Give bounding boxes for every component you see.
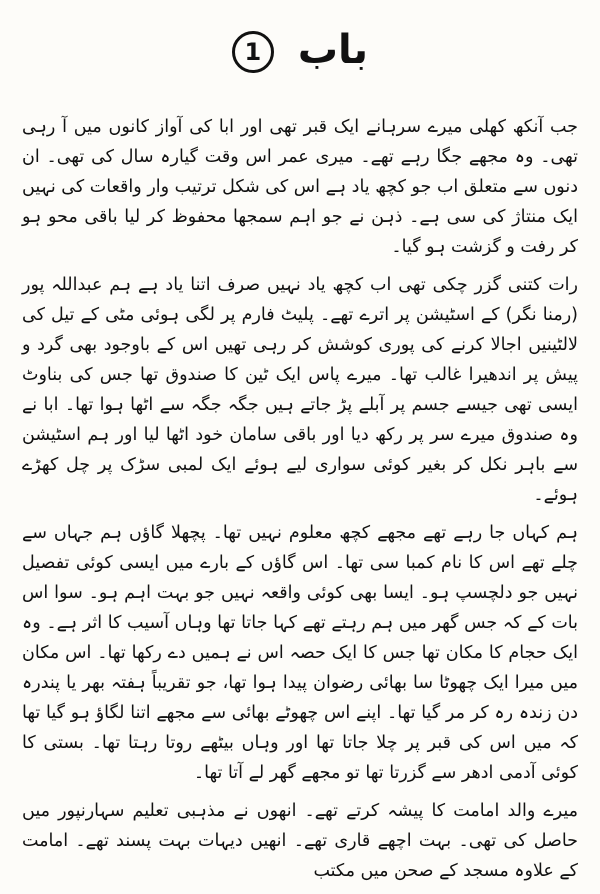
paragraph-4: میرے والد امامت کا پیشہ کرتے تھے۔ انھوں نے مذہبی تعلیم سہارنپور میں حاصل کی تھی۔ بہت اچھے قاری تھے۔ انھیں دیہات بہت پسند تھے۔ امامت کے علاوہ مسجد کے صحن میں مکتب xyxy=(22,801,578,881)
paragraph-1: جب آنکھ کھلی میرے سرہانے ایک قبر تھی اور ابا کی آواز کانوں میں آ رہی تھی۔ وہ مجھے جگا رہے تھے۔ میری عمر اس وقت گیارہ سال کی تھی۔ ان دنوں سے متعلق اب جو کچھ یاد ہے اس کی شکل ترتیب وار واقعات کی نہیں ایک منتاژ کی سی ہے۔ ذہن نے جو اہم سمجھا محفوظ کر لیا باقی محو ہو کر رفت و گزشت ہو گیا۔ xyxy=(22,117,578,257)
paragraph-2: رات کتنی گزر چکی تھی اب کچھ یاد نہیں صرف اتنا یاد ہے ہم عبداللہ پور (رمنا نگر) کے اسٹیشن پر اترے تھے۔ پلیٹ فارم پر لگی ہوئی مٹی کے تیل کی لالٹینیں اجالا کرنے کی پوری کوشش کر رہی تھیں اس کے باوجود بھی گرد و پیش پر اندھیرا غالب تھا۔ میرے پاس ایک ٹین کا صندوق تھا جس کی بناوٹ ایسی تھی جیسے جسم پر آبلے پڑ جاتے ہیں جگہ جگہ سے اٹھا ہوا تھا۔ ابا نے وہ صندوق میرے سر پر رکھ دیا اور باقی سامان خود اٹھا لیا اور ہم اسٹیشن سے باہر نکل کر بغیر کوئی سواری لیے ہوئے ایک لمبی سڑک پر چل کھڑے ہوئے۔ xyxy=(22,275,578,505)
chapter-number-circle: 1 xyxy=(232,31,274,73)
chapter-body xyxy=(22,112,578,894)
chapter-title: باب xyxy=(297,27,369,73)
chapter-heading xyxy=(0,22,600,78)
paragraph-3: ہم کہاں جا رہے تھے مجھے کچھ معلوم نہیں تھا۔ پچھلا گاؤں ہم جہاں سے چلے تھے اس کا نام کمبا سی تھا۔ اس گاؤں کے بارے میں ایسی کوئی تفصیل نہیں جو دلچسپ ہو۔ ایسا بھی کوئی واقعہ نہیں جو بہت اہم ہو۔ سوا اس بات کے کہ جس گھر میں ہم رہتے تھے کہا جاتا تھا وہاں آسیب کا اثر ہے۔ وہ ایک حجام کا مکان تھا جس کا ایک حصہ اس نے ہمیں دے رکھا تھا۔ اس مکان میں میرا ایک چھوٹا سا بھائی رضوان پیدا ہوا تھا، جو تقریباً ہفتہ بھر یا پندرہ دن زندہ رہ کر مر گیا تھا۔ اپنے اس چھوٹے بھائی سے مجھے اتنا لگاؤ ہو گیا تھا کہ میں اس کی قبر پر چلا جاتا تھا اور وہاں بیٹھے روتا رہتا تھا۔ بستی کا کوئی آدمی ادھر سے گزرتا تھا تو مجھے گھر لے آتا تھا۔ xyxy=(22,523,578,783)
